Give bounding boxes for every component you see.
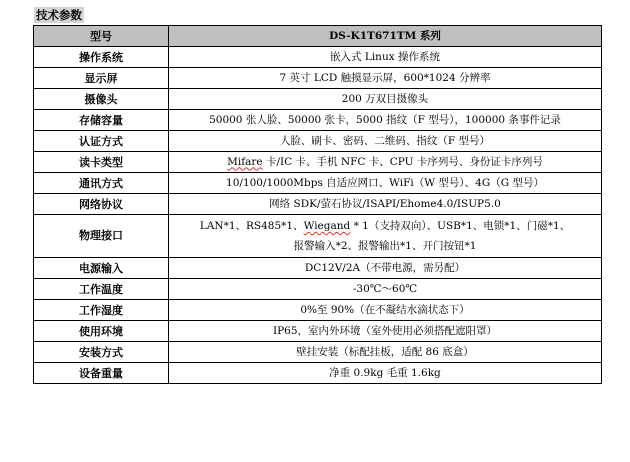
row-label: 网络协议 (34, 194, 169, 215)
spellcheck-word: Wiegand (303, 220, 351, 232)
spec-table (33, 25, 602, 384)
row-value: 网络 SDK/萤石协议/ISAPI/Ehome4.0/ISUP5.0 (169, 194, 602, 215)
spellcheck-word: Mifare (227, 155, 263, 168)
interfaces-line-2: 报警输入*2、报警输出*1、开门按钮*1 (293, 240, 477, 252)
row-card-type (34, 152, 602, 173)
row-value: 200 万双目摄像头 (169, 89, 602, 110)
row-communication (34, 173, 602, 194)
row-value: 7 英寸 LCD 触摸显示屏，600*1024 分辨率 (169, 68, 602, 89)
row-value: DC12V/2A（不带电源，需另配） (169, 258, 602, 279)
row-value: 净重 0.9kg 毛重 1.6kg (169, 363, 602, 384)
table-header-row (34, 26, 602, 47)
interfaces-line-1 (173, 216, 597, 236)
row-value: 10/100/1000Mbps 自适应网口、WiFi（W 型号）、4G（G 型号） (169, 173, 602, 194)
interfaces-text: LAN*1、RS485*1、 (199, 220, 304, 232)
row-power (34, 258, 602, 279)
row-value: IP65，室内外环境（室外使用必须搭配遮阳罩） (169, 321, 602, 342)
row-label: 读卡类型 (34, 152, 169, 173)
row-weight (34, 363, 602, 384)
row-value-text: 卡/IC 卡、手机 NFC 卡、CPU 卡序列号、身份证卡序列号 (262, 155, 543, 168)
row-humidity (34, 300, 602, 321)
row-label: 电源输入 (34, 258, 169, 279)
row-label: 安装方式 (34, 342, 169, 363)
row-label: 使用环境 (34, 321, 169, 342)
interfaces-text: * 1（支持双向）、USB*1、电锁*1、门磁*1、 (350, 220, 571, 232)
row-value: 嵌入式 Linux 操作系统 (169, 47, 602, 68)
row-camera (34, 89, 602, 110)
row-label: 存储容量 (34, 110, 169, 131)
row-label: 工作湿度 (34, 300, 169, 321)
row-auth (34, 131, 602, 152)
row-temperature (34, 279, 602, 300)
row-label: 物理接口 (34, 215, 169, 258)
row-label: 摄像头 (34, 89, 169, 110)
row-label: 工作温度 (34, 279, 169, 300)
row-value: 壁挂安装（标配挂板，适配 86 底盒） (169, 342, 602, 363)
row-environment (34, 321, 602, 342)
row-label: 显示屏 (34, 68, 169, 89)
row-label: 认证方式 (34, 131, 169, 152)
row-label: 设备重量 (34, 363, 169, 384)
header-value: DS-K1T671TM 系列 (169, 26, 602, 47)
row-installation (34, 342, 602, 363)
row-value: 人脸、刷卡、密码、二维码、指纹（F 型号） (169, 131, 602, 152)
row-interfaces (34, 215, 602, 258)
section-title: 技术参数 (36, 8, 82, 22)
header-label: 型号 (34, 26, 169, 47)
row-label: 通讯方式 (34, 173, 169, 194)
row-value (169, 215, 602, 258)
row-storage (34, 110, 602, 131)
row-value (169, 152, 602, 173)
row-label: 操作系统 (34, 47, 169, 68)
row-display (34, 68, 602, 89)
row-protocol (34, 194, 602, 215)
row-value: -30℃～60℃ (169, 279, 602, 300)
row-value: 0%至 90%（在不凝结水滴状态下） (169, 300, 602, 321)
row-os (34, 47, 602, 68)
row-value: 50000 张人脸、50000 张卡，5000 指纹（F 型号），100000 条事件记录 (169, 110, 602, 131)
